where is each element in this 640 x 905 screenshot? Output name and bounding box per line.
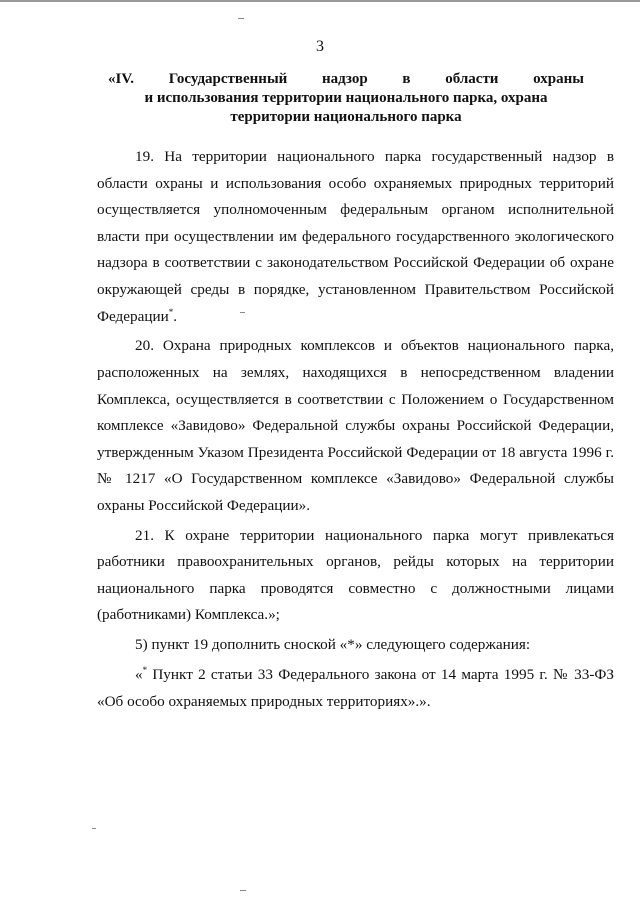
footnote-open-quote: «	[135, 666, 143, 684]
footnote-text: Пункт 2 статьи 33 Федерального закона от 14 марта 1995 г. № 33-ФЗ «Об особо охраняемых природных территориях».».	[97, 666, 614, 710]
scan-speck	[240, 890, 246, 891]
scan-speck	[238, 18, 244, 19]
footnote-marker: *	[142, 664, 148, 675]
section-heading	[108, 70, 584, 127]
scan-speck	[92, 828, 96, 829]
footnote-marker: *	[168, 306, 174, 317]
paragraph-21: 21. К охране территории национального парка могут привлекаться работники правоохранительных органов, рейды которых на территории национального парка проводятся совместно с должностными лицами (работниками) Комплекса.»;	[97, 526, 614, 624]
heading-line-3: территории национального парка	[230, 109, 462, 125]
paragraph-19-text: 19. На территории национального парка государственный надзор в области охраны и использования особо охраняемых природных территорий осуществляется уполномоченным федеральным органом исполнительной власти при осуществлении им федерального государственного экологического надзора в соответствии с законодательством Российской Федерации об охране окружающей среды в порядке, установленном Правительством Российской Федерации	[97, 148, 614, 325]
heading-line-2: и использования территории национального парка, охрана	[144, 90, 548, 106]
paragraph-item-5: 5) пункт 19 дополнить сноской «*» следующего содержания:	[135, 636, 531, 654]
heading-line-1: «IV. Государственный надзор в области охраны	[108, 71, 584, 87]
paragraph-20: 20. Охрана природных комплексов и объектов национального парка, расположенных на землях, находящихся в непосредственном владении Комплекса, осуществляется в соответствии с Положением о Государственном комплексе «Завидово» Федеральной службы охраны Российской Федерации, утвержденным Указом Президента Российской Федерации от 18 августа 1996 г. № 1217 «О Государственном комплексе «Завидово» Федеральной службы охраны Российской Федерации».	[97, 337, 614, 514]
scan-top-edge	[0, 0, 640, 2]
document-body	[97, 144, 614, 715]
paragraph-19-end: .	[173, 307, 178, 325]
footnote-paragraph	[97, 662, 614, 715]
paragraph-19	[97, 144, 614, 330]
page-number: 3	[316, 38, 324, 55]
